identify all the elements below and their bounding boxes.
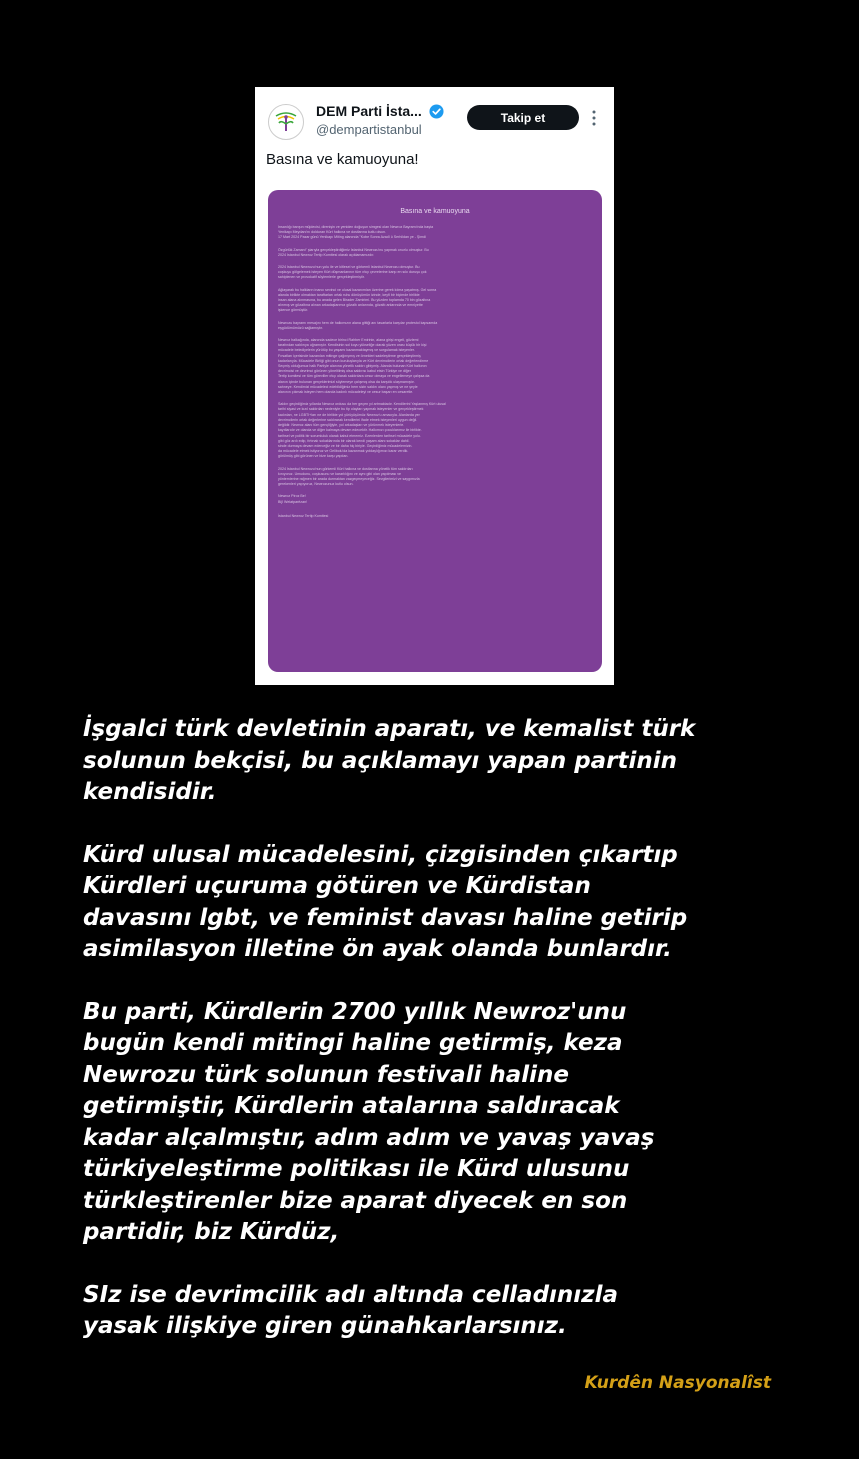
document-line: tarihsel ve politik bir sorumluluk olarak kabul etmemiz. Ezenlerden tarihsel mücadele yolu.	[278, 433, 421, 438]
document-line: Bijî Welatparêzan!	[278, 499, 308, 504]
author-signature: Kurdên Nasyonalîst	[584, 1373, 771, 1393]
document-body	[278, 225, 592, 505]
document-line: Yenikapı Meydanı'nı dolduran Kürt halkına ve dostlarına kutlu olsun.	[278, 230, 387, 235]
document-line: değildir. Newroz alanı tüm gençliğiyle, yol arkadaşları ve yürünmek isteyenlerle.	[278, 423, 405, 428]
document-line: Tertip komitesi ve tüm görevliler ırkçı olarak saldırılara cesur olmaya ve engellemeye çalışsa da	[278, 374, 430, 379]
document-line: tarafından saldırıya uğramıştır. Kendisinin sol koyu yükseliğe olarak yüzen orası küçük bir kişi	[278, 343, 427, 348]
document-line: devrimcilerin ortak değerlerine saldırarak kendilerini ifade etmek isteyenleri uygun değil.	[278, 417, 418, 422]
document-title: Basına ve kamuoyuna	[400, 208, 470, 215]
author-handle[interactable]: @dempartistanbul	[316, 122, 422, 137]
document-line: Newrozu bayramı mesajını hem de halkımızın alana gittiği anı tasarlarla karşılar protestol kapsamda	[278, 320, 438, 325]
document-line: kayıtlarıdır ve olanda ve diğer kalmaya devam edecektir. Halkımızı çocuklarımız ile birlikte.	[278, 428, 422, 433]
document-line: sinde durmaya devam ederceğiz ve bir daha hiç biriyle. Geçirdiğimiz mücadelemizin.	[278, 443, 413, 448]
document-line: yöntemlerine rağmen bir arada durmaktan vazgeçmeyeceğiz. Sevgilerimizi ve saygımızla	[278, 476, 420, 481]
verified-badge-icon	[429, 104, 444, 119]
document-line: gibi göz ardı edip, fırtınalı sokaklarında bir olarak kendi yaşam alanı sokaklar dahil.	[278, 438, 410, 443]
tweet-text: Basına ve kamuoyuna!	[266, 151, 419, 168]
document-line: işkence görmüştür.	[278, 308, 309, 313]
commentary-paragraph: İşgalci türk devletinin aparatı, ve kemalist türk solunun bekçisi, bu açıklamayı yapan partinin kendisidir.	[83, 716, 696, 805]
commentary-text	[83, 714, 803, 1374]
document-line: 17 Mart 2024 Pazar günü Yenikapı Miting alanında "Kobe Sonra Azadî û Serhildan ye - Şimdi	[278, 235, 426, 240]
tweet-card[interactable]	[255, 87, 614, 685]
party-logo-avatar[interactable]	[268, 104, 304, 140]
document-line: Ağlayarak bu halkların inancı sevinci ve ulusal kazanımları üzerine gerek kılma yaşatmış. Gel sonra	[278, 287, 437, 292]
document-line: 2024 İstanbul Newrozu'nun görkemli Kürt halkına ve dostlarına yönelik tüm saldırıları	[278, 466, 413, 471]
document-line: gerekenleri yapıyoruz, Newrozunuz kutlu olsun.	[278, 482, 354, 487]
statement-document-image[interactable]	[268, 190, 602, 672]
author-name[interactable]: DEM Parti İsta...	[316, 103, 422, 119]
document-line: 2024 İstanbul Newrozu'nun yolu ile ve kitlesel ve görkemli İstanbul Newrozu olmuştur. Bu	[278, 265, 420, 270]
party-logo-icon	[271, 107, 301, 137]
document-line: sahiplenen ve provokatif söylemlerle gerçekleştirmiştir.	[278, 275, 365, 280]
document-signature: İstanbul Newroz Tertip Komitesi	[278, 513, 329, 518]
document-line: kınıyoruz. Umudunu, coşkusunu ve kararlılığını ve aynı gibi olan yapılması ve	[278, 471, 402, 476]
document-line: Newroz Piroz Be!	[278, 494, 306, 499]
document-line: da mücadele etmek istiyoruz ve Gelibolu'da kazanmak yoldaşlığımızı karar verdik.	[278, 449, 409, 454]
document-line: alınmış ve gözaltına alınan arkadaşlarımız gözaltı anlarında, gözaltı anlarında ve emniyette	[278, 303, 423, 308]
document-line: eşgüdümümüzü sağlamıştır.	[278, 325, 323, 330]
document-line: kadarlarıyla. Mücadele Birliği gibi onun kuruluşlarıyla ve Kürt devrimcilerin ortak değerlendirme	[278, 358, 429, 363]
document-line: görülmüş gibi görünen ve bize karşı yapılan.	[278, 454, 349, 459]
document-line: 2024 İstanbul Newroz Tertip Komitesi olarak açıklamamızdır.	[278, 252, 375, 257]
document-line: alanının çıkmak isteyen hem olanda kadınlı mücadeleyi ve cesur başarı en cesaretle.	[278, 390, 414, 395]
document-line: kadınları, ne LGBTİ+ları ne de birlikte yol yürüyüşümüz Newroz'u amacıyla. Alanlarda yer	[278, 412, 420, 417]
document-line: sahneye. Kendimizi mücadeleci edebildiğimiz hem sizin saldırı olanı yapmış ve ne şeyle	[278, 384, 418, 389]
commentary-paragraph: Bu parti, Kürdlerin 2700 yıllık Newroz'unu bugün kendi mitingi haline getirmiş, keza Newrozu türk solunun festivali haline getirmiştir, Kürdlerin atalarına saldıracak kadar alçalmıştır, adım adım ve yavaş yavaş türkiyeleştirme politikası ile Kürd ulusunu türkleştirenler bize aparat diyecek en son partidir, biz Kürdüz,	[83, 998, 655, 1245]
follow-button[interactable]: Takip et	[467, 105, 579, 130]
commentary-paragraph: SIz ise devrimcilik adı altında celladınızla yasak ilişkiye giren günahkarlarsınız.	[83, 1281, 618, 1339]
document-line: devrimcisi ve devrimci görünen yöneltilmiş olsa saldırısı kabul etsin Türkiye ve diğer	[278, 369, 411, 374]
document-line: Özgürlük Zamanı" şiarıyla gerçekleştirdiğimiz İstanbul Newrozu'nu yapmak onurlu olmuştur. Bu	[278, 247, 429, 252]
document-line: alanın içinde bulunan gerçeklerimizi söylemeye çalışmış olsa da karşılık ulaşmamıştır.	[278, 379, 415, 384]
document-line: Fırsatları içerisinde kazanılan mitinge çağırışmış ve örnekleri sadeleştirme gerçekleştirmiş	[278, 353, 421, 358]
document-line: coşkuyu gölgelemek isteyen Kürt düşmanlarının tüm ırkçı çevrelerine karşı en sıkı duruşu çok	[278, 270, 427, 275]
document-line: Newroz halkağında, alanında sadece birinci Rahber Emirinin, alana girişi engeli, gözlemi	[278, 338, 419, 343]
document-line: Seçmiş olduğumuz halk Partiyle alanına yönelik saldırı gibiymiş. Alanda bulunan Kürt halkının	[278, 364, 427, 369]
document-line: Saldırı geçirdiğimiz yıllarda Newroz ordusu da her geçen yıl artmaktadır. Kendilerini Yaşlanmış Kürt ulusal	[278, 402, 446, 407]
commentary-paragraph: Kürd ulusal mücadelesini, çizgisinden çıkartıp Kürdleri uçuruma götüren ve Kürdistan davasını lgbt, ve feminist davası haline getirip asimilasyon illetine ön ayak olanda bunlardır.	[83, 841, 688, 962]
document-line: insan alana alınmasına, bu anada gelen Birader Zamirimi. Bu yüzden toplamda 70 bin gözaltına	[278, 298, 431, 303]
document-line: tarihi siyasi ve kızıl saldırıları nedeniyle bu tip olayları yapmak isteyenler ve gerçekleştirmek	[278, 407, 424, 412]
more-options-icon[interactable]	[591, 109, 597, 127]
document-line: alanda birlikte olmaktan taraftarları ortak ruhu dönüşümün izinde, keyfi bir biçimde birlikte	[278, 292, 420, 297]
document-line: mücadele belediyelerin yürütüp bu yaşamı kazanmaktaymış ve sorgulamak isteyenler.	[278, 348, 415, 353]
document-line: İnsanlığı barışın müjdecisi, direnişin ve yeniden doğuşun simgesi olan Newroz Bayramı'nda başta	[278, 225, 434, 229]
